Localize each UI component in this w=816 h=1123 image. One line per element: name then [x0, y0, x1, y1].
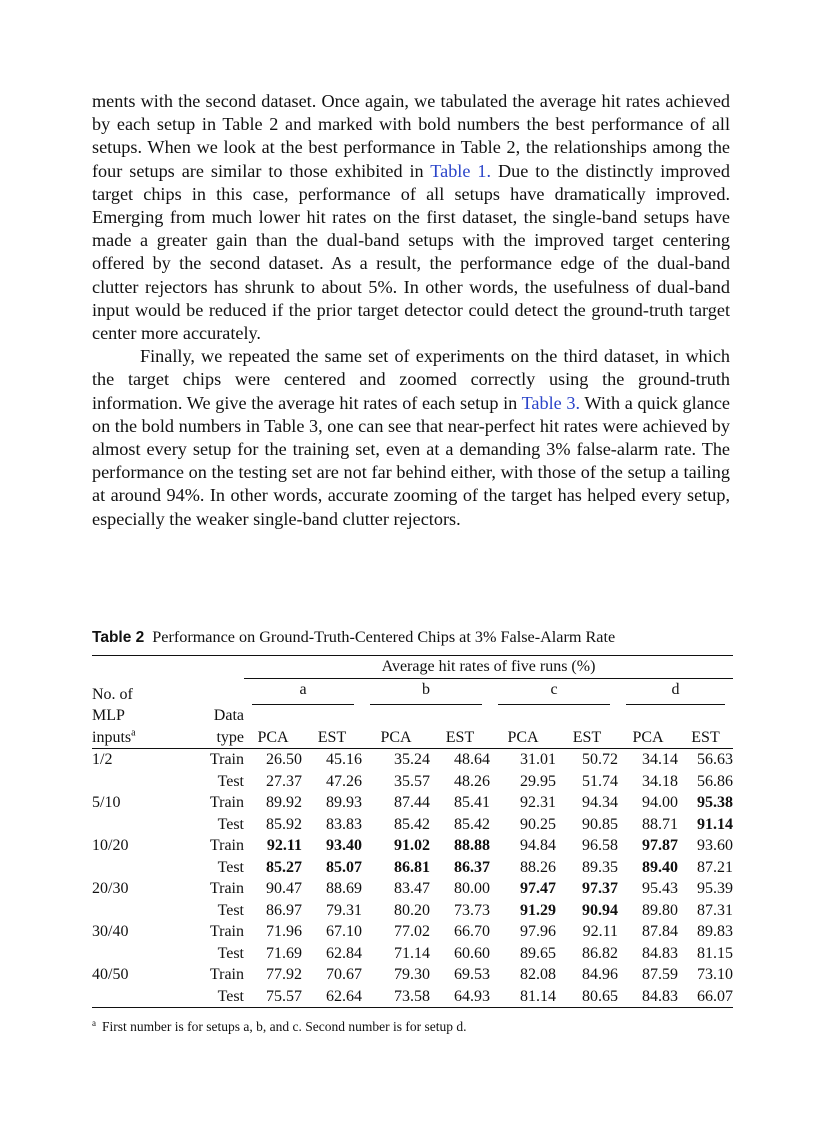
cell-value: 27.37: [266, 772, 302, 790]
body-text: [92, 90, 730, 531]
table-row: [92, 814, 733, 836]
cell-value: 88.71: [642, 815, 678, 833]
group-b-header: b: [362, 678, 490, 705]
cell-value: 50.72: [582, 751, 618, 768]
span-header: Average hit rates of five runs (%): [244, 656, 733, 679]
cell-value: 90.85: [582, 815, 618, 833]
cell-value: 45.16: [326, 751, 362, 768]
cell-value: 86.97: [266, 901, 302, 919]
header-type-line2: type: [216, 728, 244, 746]
cell-value: 31.01: [520, 751, 556, 768]
cell-value: 85.07: [326, 858, 362, 876]
cell-value: 70.67: [326, 966, 362, 983]
cell-value: 81.14: [520, 987, 556, 1005]
cell-value: 86.81: [394, 858, 430, 876]
cell-type: Test: [217, 772, 244, 790]
cell-value: 48.26: [454, 772, 490, 790]
table-body: [92, 749, 733, 1008]
results-table: [92, 655, 733, 1008]
table-footnote: $^a$ First number is for setups a, b, and c. Second number is for setup d.: [92, 1017, 467, 1034]
cell-value: 89.40: [642, 858, 678, 876]
cell-value: 73.58: [394, 987, 430, 1005]
cell-value: 91.29: [520, 901, 556, 919]
table-row: [92, 835, 733, 857]
cell-value: 89.92: [266, 794, 302, 811]
cell-value: 97.96: [520, 923, 556, 940]
cell-value: 91.02: [394, 837, 430, 854]
table-row: [92, 771, 733, 793]
table-row: [92, 921, 733, 943]
cell-value: 66.70: [454, 923, 490, 940]
cell-value: 71.14: [394, 944, 430, 962]
table-row: [92, 878, 733, 900]
cell-value: 71.96: [266, 923, 302, 940]
subcol-header: PCA: [380, 728, 412, 746]
cell-value: 97.87: [642, 837, 678, 854]
cell-inputs: [92, 771, 166, 793]
cell-value: 92.31: [520, 794, 556, 811]
cell-value: 92.11: [582, 923, 618, 940]
cell-value: 60.60: [454, 944, 490, 962]
cell-value: 81.15: [697, 944, 733, 962]
cell-value: 97.37: [582, 880, 618, 897]
cell-value: 84.83: [642, 987, 678, 1005]
cell-value: 64.93: [454, 987, 490, 1005]
cell-value: 96.58: [582, 837, 618, 854]
subcol-header: EST: [691, 728, 720, 746]
cell-type: Test: [217, 815, 244, 833]
cell-inputs: 20/30: [92, 880, 129, 897]
paragraph-2-text-b: With a quick glance on the bold numbers in Table 3, one can see that near-perfect hit rates were achieved by almost every setup for the training set, even at a demanding 3% false-alarm rate. The performance on the testing set are not far behind either, with those of the setup a tailing at around 94%. In other words, accurate zooming of the target has helped every setup, especially the weaker single-band clutter rejectors.: [92, 392, 730, 529]
table-label: Table 2: [92, 629, 145, 646]
cell-inputs: 5/10: [92, 794, 121, 811]
table-3-link[interactable]: Table 3.: [521, 392, 581, 413]
cell-value: 73.10: [697, 966, 733, 983]
cell-value: 79.31: [326, 901, 362, 919]
cell-value: 62.64: [326, 987, 362, 1005]
cell-value: 47.26: [326, 772, 362, 790]
cell-value: 94.34: [582, 794, 618, 811]
subcol-header: PCA: [507, 728, 539, 746]
cell-value: 83.47: [394, 880, 430, 897]
cell-value: 51.74: [582, 772, 618, 790]
cell-value: 85.92: [266, 815, 302, 833]
header-inputs-line1: No. of: [92, 685, 133, 703]
cell-type: Train: [209, 837, 244, 854]
cell-value: 29.95: [520, 772, 556, 790]
paragraph-2: [92, 345, 730, 531]
cell-value: 94.84: [520, 837, 556, 854]
cell-value: 87.31: [697, 901, 733, 919]
table-row: [92, 900, 733, 922]
cell-type: Test: [217, 901, 244, 919]
cell-value: 80.20: [394, 901, 430, 919]
cell-type: Train: [209, 751, 244, 768]
cell-value: 77.92: [266, 966, 302, 983]
cell-inputs: [92, 814, 166, 836]
cell-value: 97.47: [520, 880, 556, 897]
cell-value: 34.18: [642, 772, 678, 790]
table-row: [92, 792, 733, 814]
cell-value: 26.50: [266, 751, 302, 768]
table-row: [92, 943, 733, 965]
table-1-link[interactable]: Table 1.: [430, 160, 492, 181]
table-2: [92, 626, 733, 1036]
paragraph-2-text-a: Finally, we repeated the same set of experiments on the third dataset, in which the target chips were centered and zoomed correctly using the ground-truth information. We give the average hit rates of each setup in: [92, 346, 730, 413]
cell-value: 87.44: [394, 794, 430, 811]
cell-value: 95.43: [642, 880, 678, 897]
cell-value: 91.14: [697, 815, 733, 833]
cell-value: 35.57: [394, 772, 430, 790]
cell-value: 71.69: [266, 944, 302, 962]
cell-value: 89.80: [642, 901, 678, 919]
table-row: [92, 857, 733, 879]
cell-value: 93.40: [326, 837, 362, 854]
table-row: [92, 964, 733, 986]
cell-value: 84.96: [582, 966, 618, 983]
cell-value: 87.59: [642, 966, 678, 983]
cell-type: Train: [209, 923, 244, 940]
cell-value: 90.25: [520, 815, 556, 833]
cell-type: Test: [217, 858, 244, 876]
cell-inputs: 30/40: [92, 923, 129, 940]
cell-value: 48.64: [454, 751, 490, 768]
cell-value: 86.37: [454, 858, 490, 876]
cell-value: 85.41: [454, 794, 490, 811]
header-inputs-line2: MLP: [92, 707, 125, 724]
group-c-header: c: [490, 678, 618, 705]
table-row: [92, 986, 733, 1008]
cell-value: 66.07: [697, 987, 733, 1005]
cell-value: 83.83: [326, 815, 362, 833]
table-caption: [92, 626, 733, 649]
cell-value: 89.83: [697, 923, 733, 940]
cell-value: 75.57: [266, 987, 302, 1005]
cell-value: 88.88: [454, 837, 490, 854]
cell-inputs: 1/2: [92, 751, 113, 768]
cell-value: 80.00: [454, 880, 490, 897]
cell-inputs: [92, 900, 166, 922]
cell-value: 87.21: [697, 858, 733, 876]
cell-value: 90.47: [266, 880, 302, 897]
paragraph-1: [92, 90, 730, 345]
subcol-header: EST: [572, 728, 602, 746]
table-title: Performance on Ground-Truth-Centered Chips at 3% False-Alarm Rate: [152, 628, 616, 646]
cell-value: 67.10: [326, 923, 362, 940]
cell-value: 73.73: [454, 901, 490, 919]
group-a-header: a: [244, 678, 362, 705]
cell-value: 56.63: [697, 751, 733, 768]
cell-value: 93.60: [697, 837, 733, 854]
cell-inputs: [92, 857, 166, 879]
header-inputs-line3: inputs$^a$: [92, 727, 136, 746]
group-d-header: d: [618, 678, 733, 705]
cell-type: Train: [209, 794, 244, 811]
paragraph-1-text-a: ments with the second dataset. Once again, we tabulated the average hit rates achieved by each setup in Table 2 and marked with bold numbers the best performance of all setups. When we look at the best performance in Table 2, the relationships among the four setups are similar to those exhibited in: [92, 91, 730, 181]
cell-type: Test: [217, 987, 244, 1005]
cell-value: 87.84: [642, 923, 678, 940]
cell-value: 89.65: [520, 944, 556, 962]
cell-value: 79.30: [394, 966, 430, 983]
cell-inputs: 40/50: [92, 966, 129, 983]
cell-type: Test: [217, 944, 244, 962]
subcol-header: PCA: [257, 728, 289, 746]
cell-value: 56.86: [697, 772, 733, 790]
cell-value: 88.69: [326, 880, 362, 897]
cell-value: 89.93: [326, 794, 362, 811]
cell-value: 34.14: [642, 751, 678, 768]
subcol-header: EST: [445, 728, 475, 746]
cell-value: 80.65: [582, 987, 618, 1005]
cell-value: 94.00: [642, 794, 678, 811]
cell-type: Train: [209, 880, 244, 897]
paragraph-1-text-b: Due to the distinctly improved target chips in this case, performance of all setups have dramatically improved. Emerging from much lower hit rates on the first dataset, the single-band setups have made a greater gain than the dual-band setups with the improved target centering offered by the second dataset. As a result, the performance edge of the dual-band clutter rejectors has shrunk to about 5%. In other words, the usefulness of dual-band input would be reduced if the prior target detector could detect the ground-truth target center more accurately.: [92, 160, 730, 344]
cell-value: 85.42: [454, 815, 490, 833]
cell-value: 92.11: [266, 837, 302, 854]
cell-value: 86.82: [582, 944, 618, 962]
subcol-header: EST: [317, 728, 347, 746]
cell-value: 69.53: [454, 966, 490, 983]
cell-value: 88.26: [520, 858, 556, 876]
cell-value: 95.38: [697, 794, 733, 811]
cell-value: 90.94: [582, 901, 618, 919]
cell-value: 62.84: [326, 944, 362, 962]
cell-value: 35.24: [394, 751, 430, 768]
cell-value: 85.27: [266, 858, 302, 876]
cell-value: 85.42: [394, 815, 430, 833]
cell-inputs: 10/20: [92, 837, 129, 854]
cell-value: 84.83: [642, 944, 678, 962]
header-type-line1: Data: [213, 707, 244, 724]
cell-value: 89.35: [582, 858, 618, 876]
table-row: [92, 749, 733, 771]
cell-inputs: [92, 986, 166, 1008]
subcol-header: PCA: [632, 728, 664, 746]
cell-value: 77.02: [394, 923, 430, 940]
cell-inputs: [92, 943, 166, 965]
cell-value: 82.08: [520, 966, 556, 983]
cell-type: Train: [209, 966, 244, 983]
cell-value: 95.39: [697, 880, 733, 897]
